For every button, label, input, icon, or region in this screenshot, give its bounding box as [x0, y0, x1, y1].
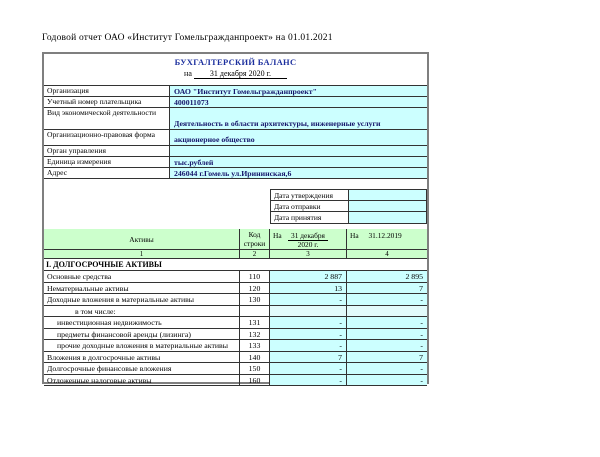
field-value: акционерное общество: [170, 130, 427, 145]
assets-table-header: [44, 229, 427, 250]
row-value-previous: -: [347, 340, 427, 351]
dates-table: [270, 189, 427, 224]
table-row: [44, 306, 427, 318]
row-value-previous: [347, 306, 427, 317]
row-label: инвестиционная недвижимость: [44, 317, 240, 328]
col-number: 2: [240, 250, 270, 258]
form-row-activity: [44, 108, 427, 130]
field-label: Организация: [44, 86, 170, 96]
date-label: Дата утверждения: [271, 190, 349, 200]
form-row-legal-form: [44, 130, 427, 146]
field-value: ОАО "Институт Гомельгражданпроект": [170, 86, 427, 96]
row-code: 130: [240, 294, 270, 305]
report-date-value: 31 декабря 2020 г.: [194, 69, 287, 79]
field-value: [170, 146, 427, 156]
row-value-previous: 7: [347, 283, 427, 294]
date-label: Дата принятия: [271, 212, 349, 223]
row-label: прочие доходные вложения в материальные активы: [44, 340, 240, 351]
table-row: [44, 340, 427, 352]
row-value-current: -: [270, 329, 347, 340]
spacer: [44, 179, 427, 189]
row-value-previous: -: [347, 317, 427, 328]
report-header: [44, 54, 427, 86]
col-number: 3: [270, 250, 347, 258]
table-row: [44, 329, 427, 341]
field-value: тыс.рублей: [170, 157, 427, 167]
row-value-previous: 2 895: [347, 271, 427, 282]
row-value-current: -: [270, 294, 347, 305]
row-code: 110: [240, 271, 270, 282]
field-label: Вид экономической деятельности: [44, 108, 170, 129]
col-number: 4: [385, 250, 389, 258]
row-label: предметы финансовой аренды (лизинга): [44, 329, 240, 340]
row-value-previous: -: [347, 363, 427, 374]
row-value-current: -: [270, 340, 347, 351]
date-row-sent: [271, 201, 426, 212]
column-numbers-row: [44, 250, 427, 259]
report-date-line: [44, 69, 427, 78]
row-code: 120: [240, 283, 270, 294]
row-label: Нематериальные активы: [44, 283, 240, 294]
row-code: 140: [240, 352, 270, 363]
form-row-payer-number: [44, 97, 427, 108]
row-value-current: -: [270, 363, 347, 374]
row-value-previous: -: [347, 294, 427, 305]
field-label: Адрес: [44, 168, 170, 178]
row-value-current: -: [270, 375, 347, 386]
field-value: 246044 г.Гомель ул.Ирининская,6: [170, 168, 427, 178]
form-row-address: [44, 168, 427, 179]
field-label: Единица измерения: [44, 157, 170, 167]
row-value-previous: -: [347, 329, 427, 340]
date-value: [349, 201, 426, 211]
row-value-current: -: [270, 317, 347, 328]
row-label: в том числе:: [44, 306, 240, 317]
row-value-previous: -: [347, 375, 427, 386]
report-title: БУХГАЛТЕРСКИЙ БАЛАНС: [174, 57, 297, 67]
field-label: Орган управления: [44, 146, 170, 156]
row-code: [240, 306, 270, 317]
spacer: [44, 222, 427, 229]
table-row: [44, 352, 427, 364]
document-title: Годовой отчет ОАО «Институт Гомельгражданпроект» на 01.01.2021: [42, 33, 333, 43]
table-row: [44, 271, 427, 283]
table-row: [44, 363, 427, 375]
col-number: 1: [44, 250, 240, 258]
table-row: [44, 294, 427, 306]
row-label: Вложения в долгосрочные активы: [44, 352, 240, 363]
date-row-approved: [271, 190, 426, 201]
table-row: [44, 375, 427, 387]
date-label: Дата отправки: [271, 201, 349, 211]
row-value-previous: 7: [347, 352, 427, 363]
form-row-unit: [44, 157, 427, 168]
date-value: [349, 190, 426, 200]
row-value-current: 13: [270, 283, 347, 294]
row-code: 133: [240, 340, 270, 351]
form-row-organization: [44, 86, 427, 97]
header-period-previous: На 31.12.2019: [350, 231, 402, 240]
report-date-prefix: на: [184, 69, 192, 78]
date-row-accepted: [271, 212, 426, 223]
field-label: Учетный номер плательщика: [44, 97, 170, 107]
row-label: Доходные вложения в материальные активы: [44, 294, 240, 305]
row-code: 160: [240, 375, 270, 386]
dates-block: [44, 189, 427, 222]
row-code: 150: [240, 363, 270, 374]
date-value: [349, 212, 426, 223]
row-value-current: 2 887: [270, 271, 347, 282]
header-code: Код строки: [240, 229, 270, 249]
form-row-governing-body: [44, 146, 427, 157]
row-label: Основные средства: [44, 271, 240, 282]
row-code: 131: [240, 317, 270, 328]
table-row: [44, 283, 427, 295]
row-label: Долгосрочные финансовые вложения: [44, 363, 240, 374]
field-label: Организационно-правовая форма: [44, 130, 170, 145]
table-row: [44, 317, 427, 329]
section-title: I. ДОЛГОСРОЧНЫЕ АКТИВЫ: [44, 259, 427, 271]
header-period-current: На 31 декабря 2020 г.: [270, 229, 347, 249]
field-value: 400011073: [170, 97, 427, 107]
row-value-current: [270, 306, 347, 317]
field-value: Деятельность в области архитектуры, инженерные услуги: [170, 108, 427, 129]
row-code: 132: [240, 329, 270, 340]
row-label: Отложенные налоговые активы: [44, 375, 240, 386]
balance-sheet-table: [42, 52, 429, 384]
header-assets: Активы: [44, 229, 240, 249]
row-value-current: 7: [270, 352, 347, 363]
